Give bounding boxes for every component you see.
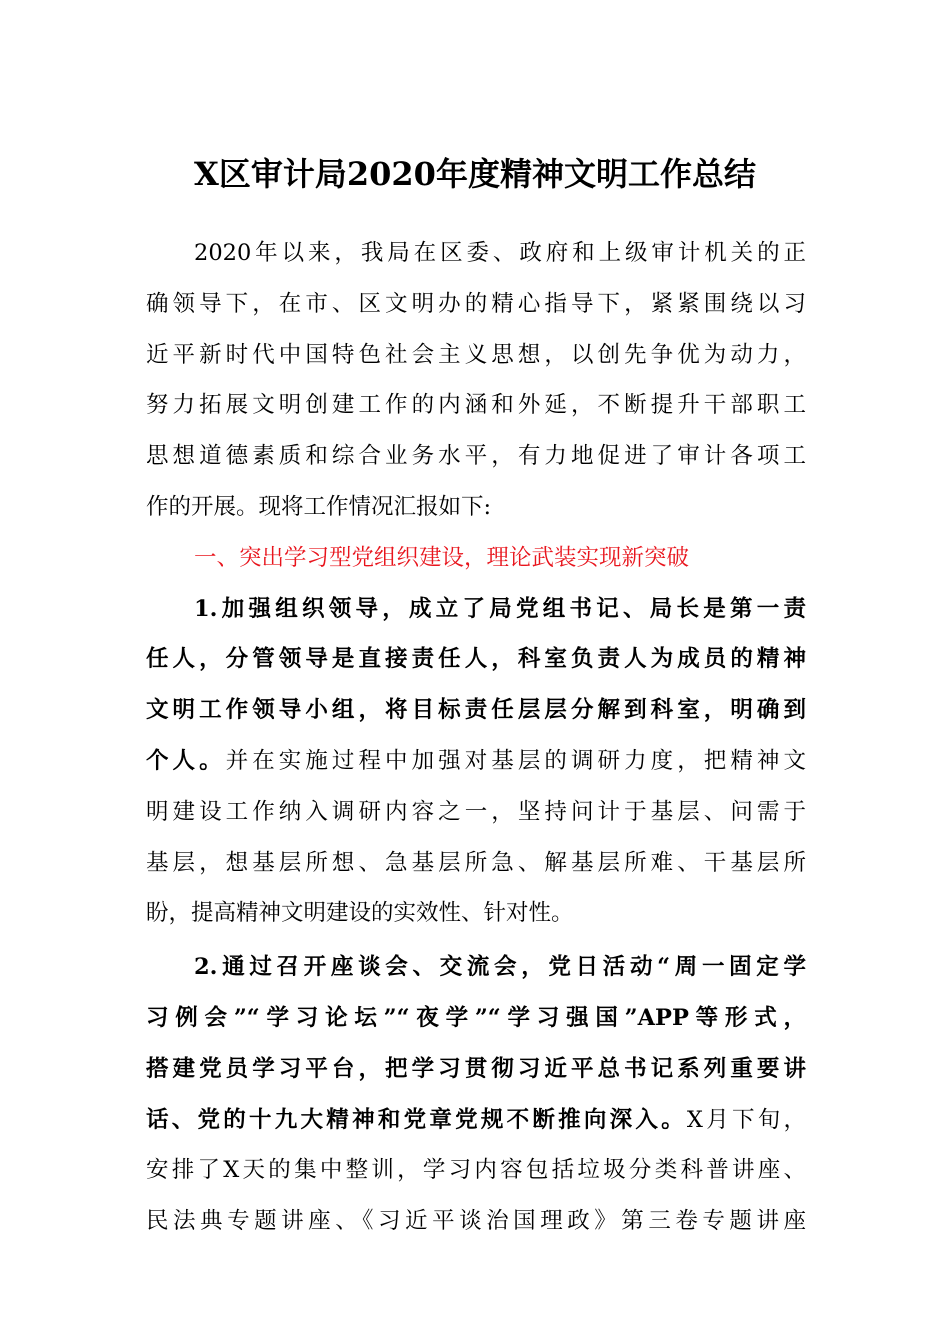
item1-normal-phrase: 并在实施过程中加强对基层的调研力度，把精神文 [225, 747, 806, 774]
item2-bold-line: 习例会”“学习论坛”“夜学”“学习强国”APP等形式， [146, 1004, 806, 1031]
item1-line: 明建设工作纳入调研内容之一，坚持问计于基层、问需于 [146, 798, 806, 825]
intro-line: 2020年以来，我局在区委、政府和上级审计机关的正 [194, 240, 806, 266]
item1-bold-line: 任人，分管领导是直接责任人，科室负责人为成员的精神 [146, 646, 806, 673]
item2-line: 民法典专题讲座、《习近平谈治国理政》第三卷专题讲座 [146, 1208, 806, 1235]
intro-line: 作的开展。现将工作情况汇报如下: [146, 493, 492, 520]
intro-line: 确领导下，在市、区文明办的精心指导下，紧紧围绕以习 [146, 290, 806, 317]
item2-bold-line: 2.通过召开座谈会、交流会，党日活动“周一固定学 [194, 954, 806, 981]
intro-line: 近平新时代中国特色社会主义思想，以创先争优为动力， [146, 341, 806, 368]
item1-bold-phrase: 个人。 [146, 747, 226, 774]
section-heading: 一、突出学习型党组织建设，理论武装实现新突破 [194, 544, 690, 571]
item2-line: 安排了X天的集中整训，学习内容包括垃圾分类科普讲座、 [146, 1157, 806, 1184]
item1-mixed-line [146, 736, 806, 787]
intro-line: 思想道德素质和综合业务水平，有力地促进了审计各项工 [146, 443, 806, 470]
item1-line: 基层，想基层所想、急基层所急、解基层所难、干基层所 [146, 849, 806, 876]
intro-line: 努力拓展文明创建工作的内涵和外延，不断提升干部职工 [146, 392, 806, 419]
item2-mixed-line [146, 1095, 806, 1146]
item1-bold-line: 文明工作领导小组，将目标责任层层分解到科室，明确到 [146, 697, 806, 724]
item1-bold-line: 1.加强组织领导，成立了局党组书记、局长是第一责 [194, 595, 806, 622]
item2-bold-line: 搭建党员学习平台，把学习贯彻习近平总书记系列重要讲 [146, 1055, 806, 1082]
document-body [146, 228, 806, 1247]
document-title: X区审计局2020年度精神文明工作总结 [194, 155, 756, 193]
item2-bold-phrase: 话、党的十九大精神和党章党规不断推向深入。 [146, 1106, 687, 1133]
item1-line: 盼，提高精神文明建设的实效性、针对性。 [146, 900, 574, 927]
item2-normal-phrase: X月下旬， [686, 1106, 806, 1133]
